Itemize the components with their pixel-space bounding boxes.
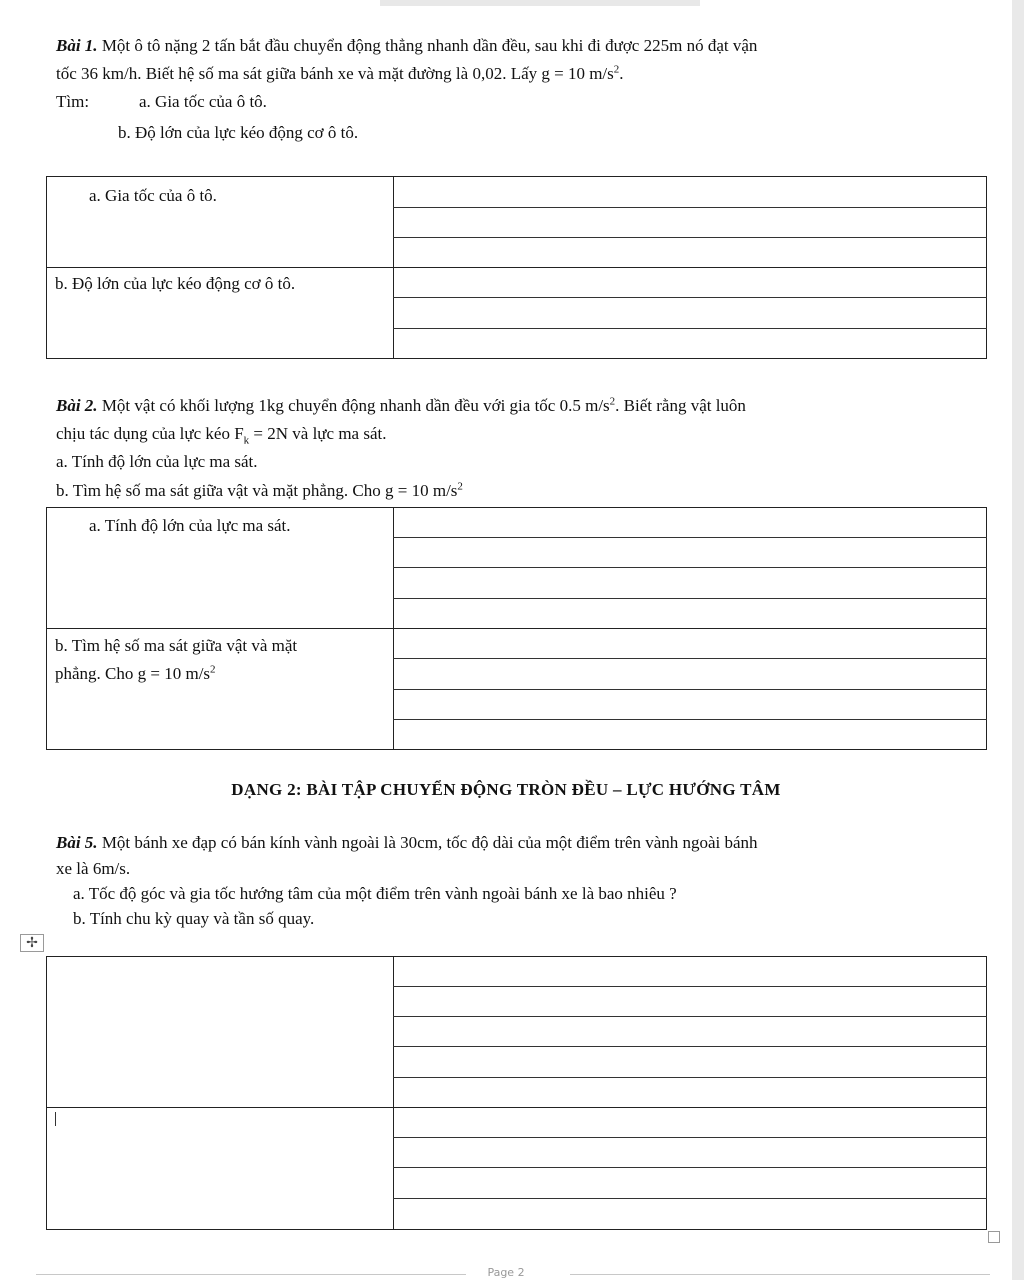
answer-line[interactable] — [393, 1077, 987, 1078]
bai2-question-a: a. Tính độ lớn của lực ma sát. — [56, 452, 258, 471]
text-cursor — [55, 1112, 56, 1126]
answer-line[interactable] — [393, 207, 987, 208]
window-edge — [1012, 0, 1024, 1280]
bai5-question-b: b. Tính chu kỳ quay và tần số quay. — [73, 909, 315, 928]
top-shadow — [380, 0, 700, 6]
bai1-label: Bài 1. — [56, 36, 98, 55]
bai1-tim: Tìm: — [56, 92, 90, 111]
answer-line[interactable] — [393, 986, 987, 987]
answer-line[interactable] — [393, 328, 987, 329]
bai2-label: Bài 2. — [56, 396, 98, 415]
answer-line[interactable] — [393, 1016, 987, 1017]
bai1-line1: Bài 1. Một ô tô nặng 2 tấn bắt đầu chuyển động thẳng nhanh dần đều, sau khi đi được 225m nó đạt vận — [56, 36, 758, 55]
answer-line[interactable] — [393, 297, 987, 298]
bai5-line2: xe là 6m/s. — [56, 859, 131, 878]
answer-line[interactable] — [393, 719, 987, 720]
bai1-question-a: a. Gia tốc của ô tô. — [139, 92, 267, 111]
bai5-line1: Bài 5. Một bánh xe đạp có bán kính vành ngoài là 30cm, tốc độ dài của một điểm trên vành ngoài bánh — [56, 833, 758, 852]
bai1-question-b: b. Độ lớn của lực kéo động cơ ô tô. — [118, 123, 359, 142]
answer-line[interactable] — [393, 658, 987, 659]
answer-line[interactable] — [393, 567, 987, 568]
answer-line[interactable] — [393, 1167, 987, 1168]
answer-line[interactable] — [393, 598, 987, 599]
answer-line[interactable] — [393, 1046, 987, 1047]
table-resize-handle-icon[interactable] — [988, 1231, 1000, 1243]
section-heading: DẠNG 2: BÀI TẬP CHUYỂN ĐỘNG TRÒN ĐỀU – LỰC HƯỚNG TÂM — [231, 780, 781, 799]
answer-line[interactable] — [393, 1198, 987, 1199]
answer-line[interactable] — [393, 537, 987, 538]
bai2-line2: chịu tác dụng của lực kéo $F_k = 2N$ và lực ma sát. — [56, 424, 387, 447]
bai5-question-a: a. Tốc độ góc và gia tốc hướng tâm của một điểm trên vành ngoài bánh xe là bao nhiêu ? — [73, 884, 677, 903]
bai2-line1: Bài 2. Một vật có khối lượng 1kg chuyển động nhanh dần đều với gia tốc 0.5 $m/s^2$. Biết rằng vật luôn — [56, 395, 746, 415]
bai2-question-b: b. Tìm hệ số ma sát giữa vật và mặt phẳng. Cho g = 10 $m/s^2$ — [56, 480, 463, 500]
bai1-line2: tốc 36 km/h. Biết hệ số ma sát giữa bánh xe và mặt đường là 0,02. Lấy g = 10 $m/s^2$. — [56, 63, 624, 83]
table2-cell-b-line1: b. Tìm hệ số ma sát giữa vật và mặt — [55, 636, 298, 655]
table2-cell-b-line2: phẳng. Cho g = 10 $m/s^2$ — [55, 663, 216, 683]
page-number: Page 2 — [487, 1266, 525, 1279]
table-move-handle-icon[interactable]: ✢ — [20, 934, 44, 952]
answer-line[interactable] — [393, 689, 987, 690]
table1-cell-b: b. Độ lớn của lực kéo động cơ ô tô. — [55, 274, 296, 293]
answer-table-bai5 — [46, 956, 987, 1230]
table1-cell-a: a. Gia tốc của ô tô. — [89, 186, 217, 205]
bai5-label: Bài 5. — [56, 833, 98, 852]
table2-cell-a: a. Tính độ lớn của lực ma sát. — [89, 516, 291, 535]
answer-line[interactable] — [393, 237, 987, 238]
answer-line[interactable] — [393, 1137, 987, 1138]
